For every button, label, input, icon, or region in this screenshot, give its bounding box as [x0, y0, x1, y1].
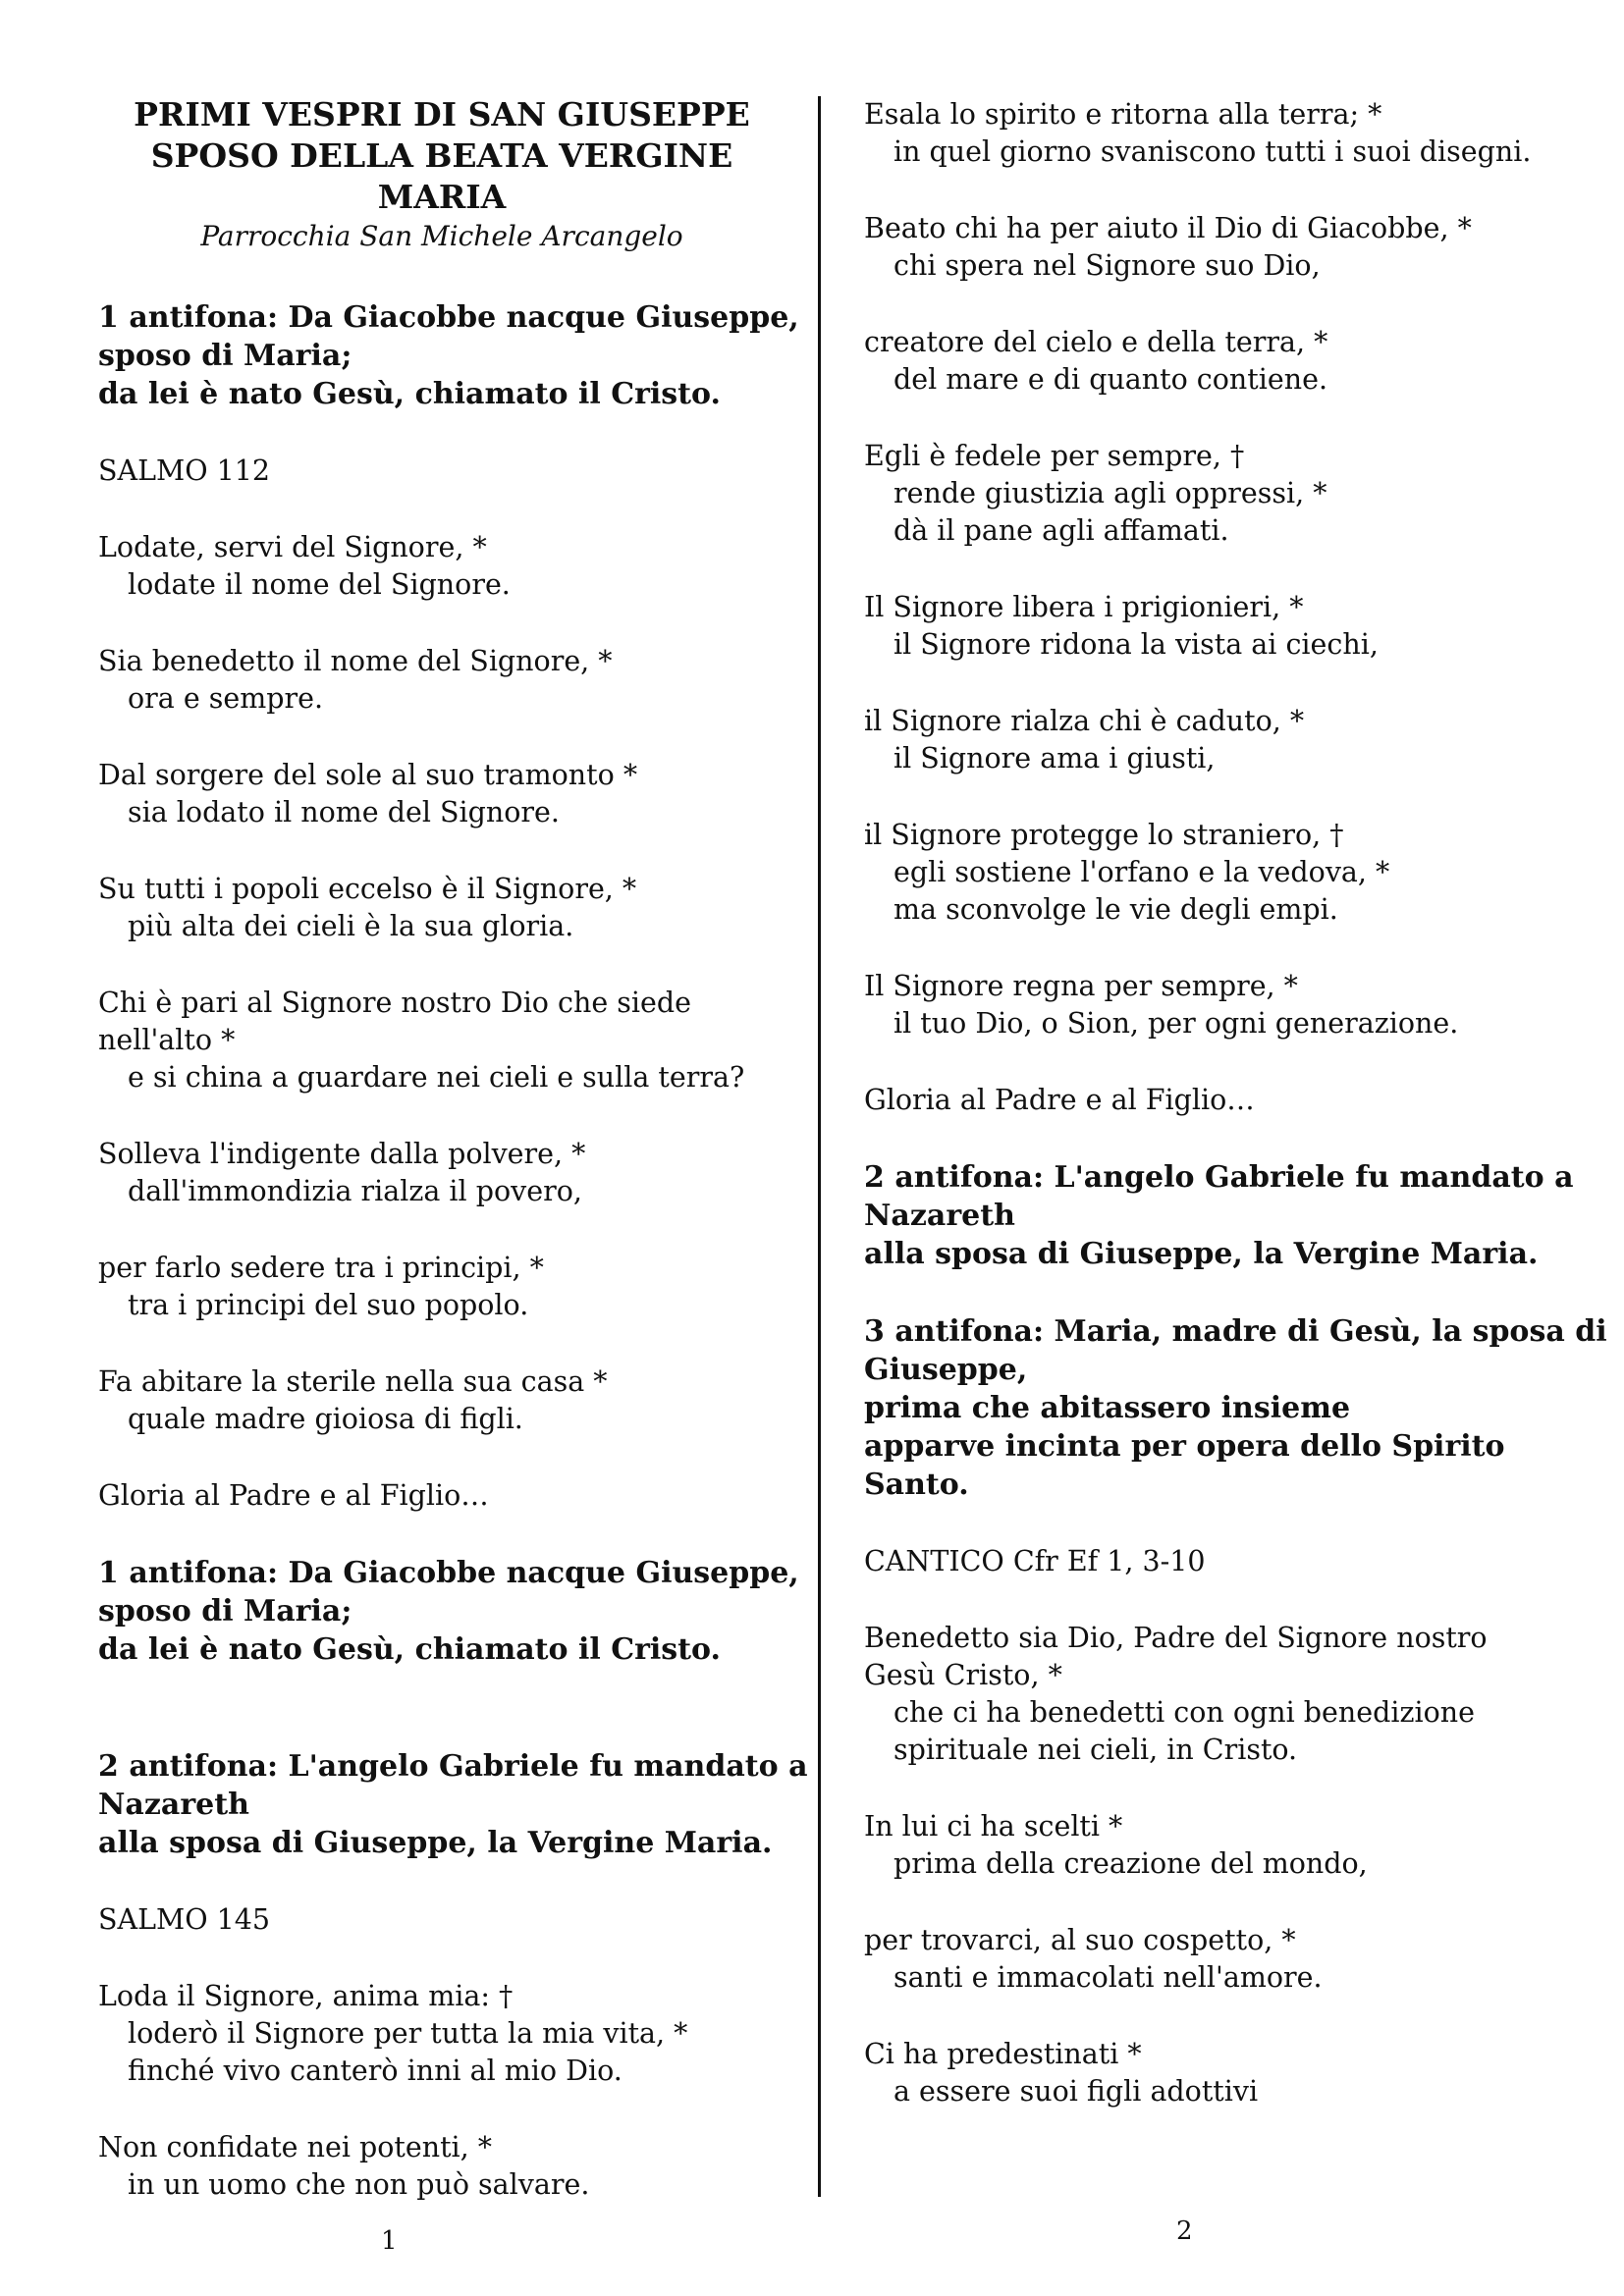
text-line: in un uomo che non può salvare. — [128, 2168, 590, 2201]
text-line: il Signore protegge lo straniero, † — [864, 819, 1344, 851]
text-line: ora e sempre. — [128, 682, 324, 715]
psalm-verse — [98, 643, 785, 718]
text-line: nell'alto * — [98, 1024, 236, 1056]
text-line: Gloria al Padre e al Figlio… — [864, 1084, 1255, 1116]
text-line: da lei è nato Gesù, chiamato il Cristo. — [98, 1632, 721, 1667]
text-line: del mare e di quanto contiene. — [893, 363, 1328, 396]
psalm-verse — [864, 968, 1551, 1042]
psalm-verse — [864, 1808, 1551, 1883]
psalm-verse — [98, 871, 785, 945]
psalm-verse — [864, 1620, 1551, 1769]
antiphon — [864, 1158, 1574, 1273]
text-line: da lei è nato Gesù, chiamato il Cristo. — [98, 377, 721, 411]
section-heading — [98, 453, 785, 490]
text-line: dà il pane agli affamati. — [893, 514, 1229, 547]
text-line: Santo. — [864, 1468, 969, 1502]
text-line: spirituale nei cieli, in Cristo. — [893, 1734, 1298, 1766]
text-line: CANTICO Cfr Ef 1, 3-10 — [864, 1545, 1206, 1577]
text-line: Gesù Cristo, * — [864, 1659, 1062, 1691]
text-line: Il Signore libera i prigionieri, * — [864, 591, 1304, 623]
document-title-line-2: SPOSO DELLA BEATA VERGINE MARIA — [150, 136, 733, 216]
text-line: per farlo sedere tra i principi, * — [98, 1252, 544, 1284]
text-line: Solleva l'indigente dalla polvere, * — [98, 1138, 586, 1170]
text-line: quale madre gioiosa di figli. — [128, 1403, 523, 1435]
text-line: rende giustizia agli oppressi, * — [893, 477, 1327, 509]
psalm-verse — [98, 1978, 785, 2090]
text-line: tra i principi del suo popolo. — [128, 1289, 529, 1321]
text-line: alla sposa di Giuseppe, la Vergine Maria. — [864, 1237, 1539, 1271]
text-line: prima che abitassero insieme — [864, 1391, 1351, 1425]
page-2-column — [864, 96, 1607, 2150]
text-line: alla sposa di Giuseppe, la Vergine Maria. — [98, 1826, 773, 1860]
page-1-text-blocks — [98, 298, 808, 2204]
psalm-verse — [98, 2129, 785, 2204]
text-line: il tuo Dio, o Sion, per ogni generazione. — [893, 1007, 1459, 1040]
text-line: ma sconvolge le vie degli empi. — [893, 893, 1338, 926]
antiphon — [98, 1747, 808, 1862]
antiphon — [98, 1554, 799, 1669]
antiphon — [98, 298, 799, 413]
text-line: dall'immondizia rialza il povero, — [128, 1175, 582, 1207]
text-line: prima della creazione del mondo, — [893, 1847, 1368, 1880]
psalm-verse — [98, 985, 785, 1096]
column-divider — [818, 96, 821, 2197]
page-2-text-blocks — [864, 96, 1607, 2110]
text-line: per trovarci, al suo cospetto, * — [864, 1924, 1296, 1956]
text-line: 3 antifona: Maria, madre di Gesù, la sposa di — [864, 1314, 1607, 1349]
psalm-verse — [98, 1250, 785, 1324]
text-line: SALMO 112 — [98, 454, 271, 487]
text-line: sia lodato il nome del Signore. — [128, 796, 560, 828]
text-line: Benedetto sia Dio, Padre del Signore nostro — [864, 1622, 1488, 1654]
text-line: Loda il Signore, anima mia: † — [98, 1980, 514, 2012]
text-line: a essere suoi figli adottivi — [893, 2075, 1259, 2108]
text-line: 1 antifona: Da Giacobbe nacque Giuseppe, — [98, 300, 799, 335]
psalm-verse — [864, 817, 1551, 929]
psalm-verse — [864, 2036, 1551, 2110]
text-line: creatore del cielo e della terra, * — [864, 326, 1328, 358]
page-number-1: 1 — [381, 2226, 398, 2256]
text-line: Dal sorgere del sole al suo tramonto * — [98, 759, 638, 791]
text-line: il Signore ridona la vista ai ciechi, — [893, 628, 1379, 661]
text-line: Fa abitare la sterile nella sua casa * — [98, 1365, 608, 1398]
text-line: In lui ci ha scelti * — [864, 1810, 1123, 1842]
text-line: Lodate, servi del Signore, * — [98, 531, 487, 563]
text-line: loderò il Signore per tutta la mia vita, * — [128, 2017, 688, 2050]
text-line: Egli è fedele per sempre, † — [864, 440, 1245, 472]
psalm-verse — [864, 589, 1551, 664]
text-line: Ci ha predestinati * — [864, 2038, 1142, 2070]
text-line: Esala lo spirito e ritorna alla terra; * — [864, 98, 1382, 131]
psalm-verse — [864, 96, 1551, 171]
section-heading — [864, 1543, 1551, 1580]
text-line: SALMO 145 — [98, 1903, 271, 1936]
text-line: Nazareth — [98, 1788, 249, 1822]
text-line: lodate il nome del Signore. — [128, 568, 511, 601]
text-line: Nazareth — [864, 1199, 1015, 1233]
text-line: chi spera nel Signore suo Dio, — [893, 249, 1321, 282]
psalm-verse — [98, 529, 785, 604]
text-line: 2 antifona: L'angelo Gabriele fu mandato a — [864, 1160, 1574, 1195]
text-line: Non confidate nei potenti, * — [98, 2131, 493, 2163]
text-line: sposo di Maria; — [98, 1594, 352, 1629]
document-title-line-1: PRIMI VESPRI DI SAN GIUSEPPE — [134, 95, 750, 133]
psalm-verse — [98, 757, 785, 831]
text-line: in quel giorno svaniscono tutti i suoi disegni. — [893, 135, 1532, 168]
page-number-2: 2 — [1176, 2216, 1193, 2246]
psalm-verse — [864, 210, 1551, 285]
page-1-column — [98, 94, 808, 2243]
psalm-verse — [864, 438, 1551, 550]
text-line: Il Signore regna per sempre, * — [864, 970, 1298, 1002]
text-line: 1 antifona: Da Giacobbe nacque Giuseppe, — [98, 1556, 799, 1590]
text-line: più alta dei cieli è la sua gloria. — [128, 910, 574, 942]
text-line: sposo di Maria; — [98, 339, 352, 373]
text-line: che ci ha benedetti con ogni benedizione — [893, 1696, 1475, 1729]
psalm-verse — [864, 1922, 1551, 1997]
parish-subtitle: Parrocchia San Michele Arcangelo — [200, 220, 683, 252]
text-line: egli sostiene l'orfano e la vedova, * — [893, 856, 1390, 888]
antiphon — [864, 1312, 1607, 1504]
psalm-verse — [864, 324, 1551, 399]
psalm-verse — [98, 1363, 785, 1438]
text-line: apparve incinta per opera dello Spirito — [864, 1429, 1505, 1464]
psalm-verse — [864, 703, 1551, 777]
text-line: finché vivo canterò inni al mio Dio. — [128, 2055, 623, 2087]
text-line: Sia benedetto il nome del Signore, * — [98, 645, 613, 677]
text-line: il Signore rialza chi è caduto, * — [864, 705, 1305, 737]
text-line: Beato chi ha per aiuto il Dio di Giacobbe, * — [864, 212, 1472, 244]
text-line: Su tutti i popoli eccelso è il Signore, * — [98, 873, 637, 905]
text-line: 2 antifona: L'angelo Gabriele fu mandato a — [98, 1749, 808, 1784]
text-line: Chi è pari al Signore nostro Dio che siede — [98, 987, 691, 1019]
psalm-verse — [98, 1136, 785, 1210]
text-line: Gloria al Padre e al Figlio… — [98, 1479, 489, 1512]
section-heading — [98, 1901, 785, 1939]
text-line: e si china a guardare nei cieli e sulla terra? — [128, 1061, 745, 1094]
section-heading — [864, 1082, 1551, 1119]
text-line: Giuseppe, — [864, 1353, 1028, 1387]
text-line: santi e immacolati nell'amore. — [893, 1961, 1323, 1994]
text-line: il Signore ama i giusti, — [893, 742, 1216, 774]
section-heading — [98, 1477, 785, 1515]
